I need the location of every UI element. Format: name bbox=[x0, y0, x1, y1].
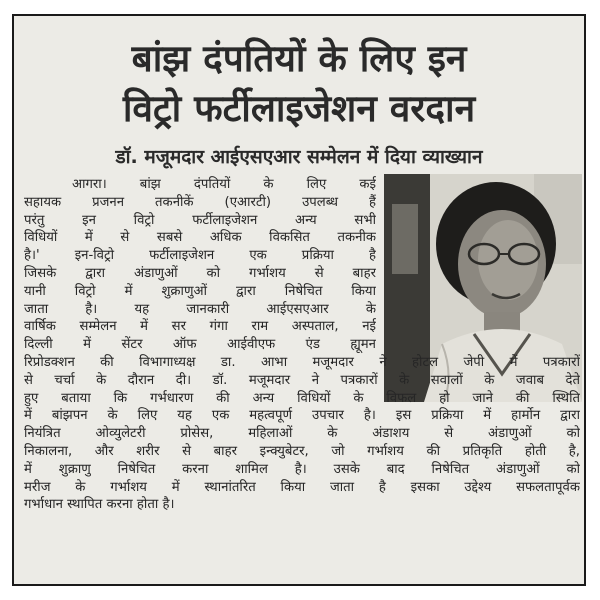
body-line: यानी विट्रो में शुक्राणुओं द्वारा निषेचित किया bbox=[24, 283, 376, 299]
body-line: में शुक्राणु निषेचित करना शामिल है। उसके बाद निषेचित अंडाणुओं को bbox=[24, 461, 580, 477]
body-line: सहायक प्रजनन तकनीकें (एआरटी) उपलब्ध हैं bbox=[24, 194, 376, 210]
headline-line-1: बांझ दंपतियों के लिए इन bbox=[131, 37, 467, 80]
body-line: हुए बताया कि गर्भधारण की अन्य विधियों के विफल हो जाने की स्थिति bbox=[24, 390, 580, 406]
body-line: से चर्चा के दौरान दी। डॉ. मजूमदार ने पत्रकारों के सवालों के जवाब देते bbox=[24, 372, 580, 388]
body-line: परंतु इन विट्रो फर्टीलाइजेशन अन्य सभी bbox=[24, 212, 376, 228]
body-line: रिप्रोडक्शन की विभागाध्यक्ष डा. आभा मजूमदार ने होटल जेपी में पत्रकारों bbox=[24, 354, 580, 370]
body-line: वार्षिक सम्मेलन में सर गंगा राम अस्पताल, नई bbox=[24, 319, 376, 335]
body-line: गर्भाधान स्थापित करना होता है। bbox=[24, 497, 175, 513]
body-line: निकालना, और शरीर से बाहर इन्क्युबेटर, जो गर्भाशय की प्रतिकृति होती है, bbox=[24, 443, 580, 459]
headline-line-2: विट्रो फर्टीलाइजेशन वरदान bbox=[122, 87, 476, 130]
body-line: जिसके द्वारा अंडाणुओं को गर्भाशय से बाहर bbox=[24, 265, 376, 281]
body-line: है।' इन-विट्रो फर्टीलाइजेशन एक प्रक्रिया है bbox=[24, 248, 376, 264]
body-line: आगरा। बांझ दंपतियों के लिए कई bbox=[72, 177, 376, 192]
body-line: में बांझपन के लिए यह एक महत्वपूर्ण उपचार है। इस प्रक्रिया में हार्मोन द्वारा bbox=[24, 408, 580, 424]
body-line: दिल्ली में सेंटर ऑफ आईवीएफ एंड ह्यूमन bbox=[24, 337, 376, 353]
body-line: विधियों में से सबसे अधिक विकसित तकनीक bbox=[24, 230, 376, 246]
subheadline: डॉ. मजूमदार आईएसएआर सम्मेलन में दिया व्याख्यान bbox=[115, 146, 483, 168]
newspaper-clipping bbox=[12, 14, 586, 586]
body-line: जाता है। यह जानकारी आईएसएआर के bbox=[24, 301, 376, 317]
body-line: नियंत्रित ओव्युलेटरी प्रोसेस, महिलाओं के अंडाशय से अंडाणुओं को bbox=[24, 426, 580, 442]
article-body bbox=[24, 176, 580, 514]
body-line: मरीज के गर्भाशय में स्थानांतरित किया जाता है इसका उद्देश्य सफलतापूर्वक bbox=[24, 479, 580, 495]
